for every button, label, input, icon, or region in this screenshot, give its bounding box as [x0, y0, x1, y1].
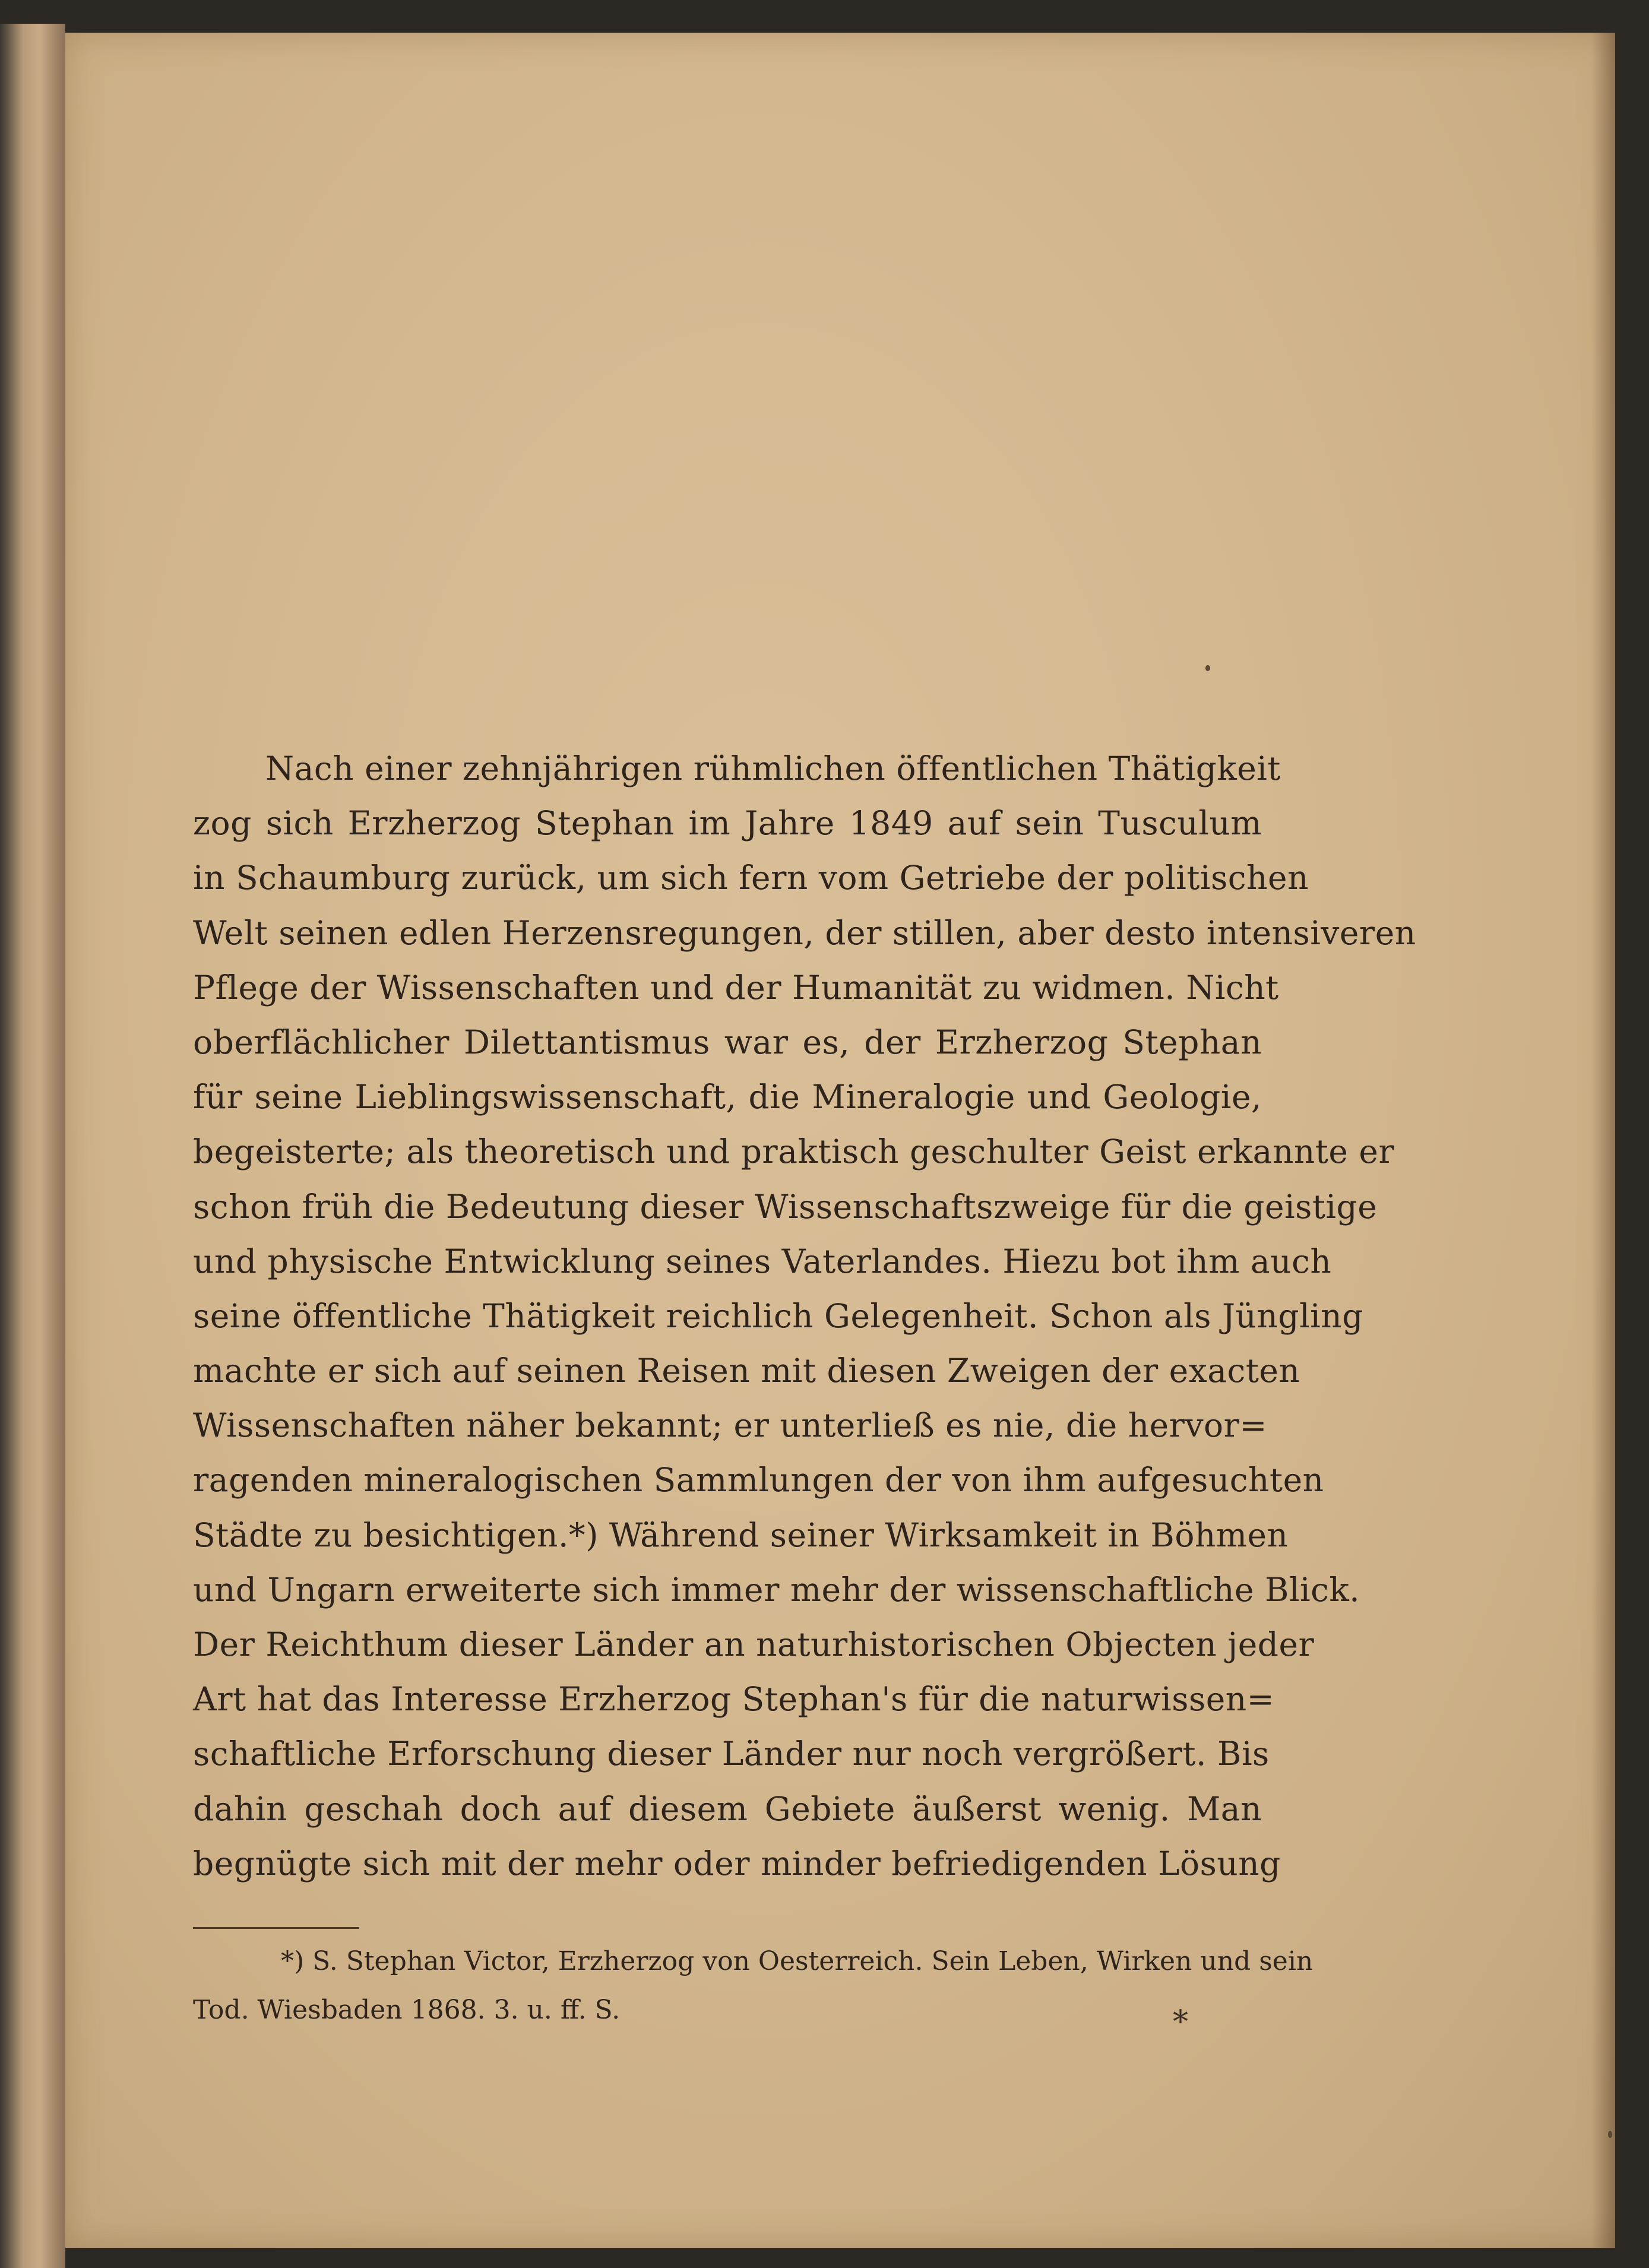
text-line: Wissenschaften näher bekannt; er unterließ es nie, die hervor= [193, 1406, 1268, 1445]
signature-mark: * [1173, 2004, 1188, 2040]
text-line: in Schaumburg zurück, um sich fern vom Getriebe der politischen [193, 859, 1309, 897]
text-line: oberflächlicher Dilettantismus war es, der Erzherzog Stephan [193, 1023, 1262, 1061]
text-line: Welt seinen edlen Herzensregungen, der stillen, aber desto intensiveren [193, 913, 1416, 952]
paper-speck [1608, 2131, 1612, 2138]
text-line: schaftliche Erforschung dieser Länder nur noch vergrößert. Bis [193, 1735, 1270, 1773]
text-line: dahin geschah doch auf diesem Gebiete äußerst wenig. Man [193, 1789, 1262, 1828]
text-line: zog sich Erzherzog Stephan im Jahre 1849 auf sein Tusculum [193, 804, 1262, 843]
text-line: Pflege der Wissenschaften und der Humanität zu widmen. Nicht [193, 968, 1279, 1007]
text-line: für seine Lieblingswissenschaft, die Mineralogie und Geologie, [193, 1078, 1262, 1116]
text-line: und Ungarn erweiterte sich immer mehr der wissenschaftliche Blick. [193, 1570, 1360, 1609]
footnote-rule [193, 1927, 359, 1929]
text-line: ragenden mineralogischen Sammlungen der von ihm aufgesuchten [193, 1461, 1324, 1500]
text-line: begnügte sich mit der mehr oder minder befriedigenden Lösung [193, 1844, 1281, 1883]
footnote-line: *) S. Stephan Victor, Erzherzog von Oesterreich. Sein Leben, Wirken und sein [281, 1946, 1313, 1976]
text-line: und physische Entwicklung seines Vaterlandes. Hiezu bot ihm auch [193, 1242, 1332, 1280]
text-line: seine öffentliche Thätigkeit reichlich Gelegenheit. Schon als Jüngling [193, 1296, 1363, 1335]
text-line: Der Reichthum dieser Länder an naturhistorischen Objecten jeder [193, 1625, 1315, 1663]
text-line: machte er sich auf seinen Reisen mit diesen Zweigen der exacten [193, 1352, 1300, 1390]
text-line: Art hat das Interesse Erzherzog Stephan's für die naturwissen= [193, 1680, 1275, 1719]
text-line: Städte zu besichtigen.*) Während seiner Wirksamkeit in Böhmen [193, 1516, 1289, 1554]
footnote-line: Tod. Wiesbaden 1868. 3. u. ff. S. [193, 1995, 621, 2025]
text-line: begeisterte; als theoretisch und praktisch geschulter Geist erkannte er [193, 1133, 1395, 1171]
text-line: schon früh die Bedeutung dieser Wissenschaftszweige für die geistige [193, 1187, 1378, 1226]
page-edge-shadow [1591, 33, 1615, 2248]
footnote [193, 1937, 1313, 2035]
book-binding [0, 24, 65, 2268]
paper-speck [1205, 665, 1210, 671]
text-line: Nach einer zehnjährigen rühmlichen öffentlichen Thätigkeit [265, 749, 1281, 787]
body-paragraph [193, 741, 1416, 1891]
